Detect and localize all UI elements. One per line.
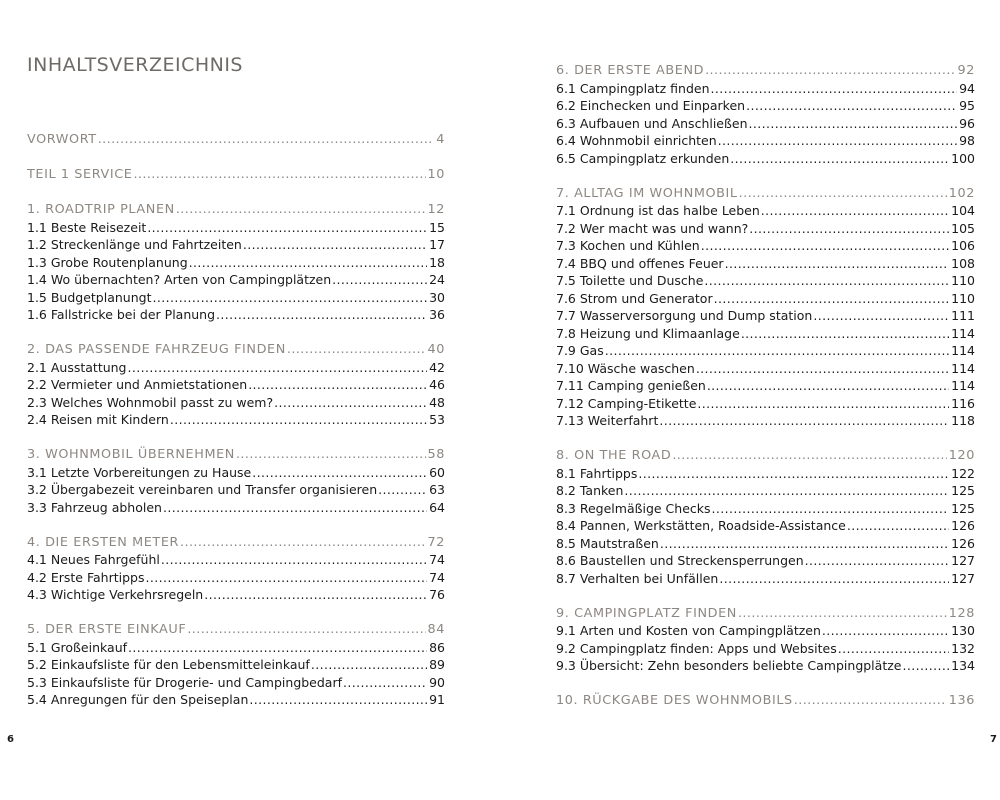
entry-title: 7.6 Strom und Generator	[556, 290, 713, 306]
entry-page-number: 127	[951, 553, 975, 568]
chapter-page-number: 128	[948, 605, 975, 621]
entry-title: 1.2 Streckenlänge und Fahrtzeiten	[27, 237, 242, 252]
entry-title: 4.1 Neues Fahrgefühl	[27, 552, 160, 567]
entry-title: 9.3 Übersicht: Zehn besonders beliebte Campingplätze	[556, 658, 902, 673]
entry-title: 9.1 Arten und Kosten von Campingplätzen	[556, 623, 821, 638]
entry-title: 8.4 Pannen, Werkstätten, Roadside-Assistance	[556, 518, 846, 533]
entry-page-number: 126	[951, 518, 975, 533]
toc-entry-row	[27, 376, 445, 394]
toc-right-column	[556, 62, 975, 727]
dot-leader	[696, 360, 949, 378]
toc-chapter-row	[27, 534, 445, 552]
entry-page-number: 98	[959, 133, 975, 148]
chapter-page-number: 58	[427, 447, 445, 462]
dot-leader	[332, 271, 427, 289]
dot-leader	[98, 131, 435, 149]
entry-page-number: 18	[429, 254, 445, 270]
entry-page-number: 42	[429, 359, 445, 375]
dot-leader	[624, 482, 949, 500]
dot-leader	[739, 185, 947, 203]
entry-title: 4.3 Wichtige Verkehrsregeln	[27, 587, 204, 602]
toc-entry-row	[556, 97, 975, 115]
toc-entry-row	[556, 307, 975, 325]
toc-entry-row	[556, 500, 975, 518]
toc-chapter-row	[27, 166, 445, 184]
dot-leader	[711, 80, 958, 98]
entry-title: 7.1 Ordnung ist das halbe Leben	[556, 203, 760, 218]
dot-leader	[701, 237, 949, 255]
entry-title: 8.2 Tanken	[556, 483, 624, 498]
entry-title: 1.6 Fallstricke bei der Planung	[27, 307, 216, 322]
entry-page-number: 48	[429, 394, 445, 410]
toc-section	[27, 201, 445, 324]
dot-leader	[170, 411, 427, 429]
dot-leader	[761, 202, 949, 220]
dot-leader	[714, 290, 950, 308]
entry-page-number: 110	[951, 290, 975, 306]
entry-title: 7.4 BBQ und offenes Feuer	[556, 255, 724, 271]
entry-page-number: 94	[959, 80, 975, 96]
entry-page-number: 100	[951, 150, 975, 166]
toc-entry-row	[556, 202, 975, 220]
toc-entry-row	[556, 80, 975, 98]
toc-chapter-row	[27, 621, 445, 639]
toc-entry-row	[27, 639, 445, 657]
dot-leader	[176, 201, 426, 219]
entry-title: 7.7 Wasserversorgung und Dump station	[556, 308, 813, 323]
chapter-page-number: 72	[427, 534, 445, 550]
entry-title: 9.2 Campingplatz finden: Apps und Websites	[556, 640, 837, 656]
entry-page-number: 90	[429, 674, 445, 690]
entry-page-number: 64	[429, 499, 445, 515]
toc-chapter-row	[27, 131, 445, 149]
entry-page-number: 53	[429, 412, 445, 427]
dot-leader	[189, 254, 427, 272]
entry-title: 1.3 Grobe Routenplanung	[27, 254, 188, 270]
entry-page-number: 76	[429, 587, 445, 602]
dot-leader	[672, 447, 946, 465]
entry-page-number: 105	[951, 220, 975, 236]
chapter-page-number: 136	[948, 693, 975, 708]
entry-page-number: 122	[951, 465, 975, 481]
toc-entry-row	[556, 622, 975, 640]
entry-page-number: 91	[429, 692, 445, 707]
toc-entry-row	[556, 517, 975, 535]
toc-entry-row	[556, 640, 975, 658]
dot-leader	[822, 622, 949, 640]
dot-leader	[236, 446, 426, 464]
entry-title: 7.9 Gas	[556, 343, 604, 358]
entry-title: 3.3 Fahrzeug abholen	[27, 499, 162, 515]
entry-page-number: 130	[951, 623, 975, 638]
entry-title: 6.2 Einchecken und Einparken	[556, 98, 746, 113]
toc-entry-row	[556, 255, 975, 273]
chapter-title: 5. DER ERSTE EINKAUF	[27, 622, 187, 637]
entry-page-number: 126	[951, 535, 975, 551]
toc-section	[556, 692, 975, 710]
dot-leader	[605, 342, 949, 360]
chapter-page-number: 120	[948, 448, 975, 463]
dot-leader	[147, 219, 427, 237]
toc-entry-row	[27, 586, 445, 604]
entry-page-number: 118	[951, 413, 975, 428]
entry-page-number: 110	[951, 273, 975, 288]
entry-page-number: 114	[951, 360, 975, 376]
entry-title: 7.11 Camping genießen	[556, 378, 706, 393]
dot-leader	[659, 412, 949, 430]
dot-leader	[813, 307, 949, 325]
entry-title: 7.8 Heizung und Klimaanlage	[556, 325, 740, 341]
toc-entry-row	[27, 569, 445, 587]
entry-page-number: 30	[429, 289, 445, 305]
toc-section	[556, 605, 975, 675]
page-number-left: 6	[7, 734, 14, 745]
entry-title: 3.2 Übergabezeit vereinbaren und Transfer organisieren	[27, 482, 378, 497]
entry-title: 2.1 Ausstattung	[27, 359, 127, 375]
toc-section	[27, 446, 445, 516]
page-number-right: 7	[990, 734, 997, 745]
dot-leader	[718, 132, 957, 150]
entry-page-number: 89	[429, 657, 445, 672]
entry-title: 8.5 Mautstraßen	[556, 535, 659, 551]
chapter-page-number: 92	[957, 63, 975, 78]
toc-entry-row	[556, 657, 975, 675]
entry-page-number: 104	[951, 203, 975, 218]
toc-entry-row	[556, 150, 975, 168]
dot-leader	[161, 551, 427, 569]
toc-entry-row	[556, 115, 975, 133]
entry-page-number: 116	[951, 395, 975, 411]
toc-section	[556, 185, 975, 430]
toc-entry-row	[556, 465, 975, 483]
entry-page-number: 60	[429, 464, 445, 480]
dot-leader	[311, 656, 427, 674]
dot-leader	[180, 534, 425, 552]
toc-entry-row	[27, 481, 445, 499]
chapter-title: TEIL 1 SERVICE	[27, 167, 133, 182]
toc-entry-row	[27, 394, 445, 412]
toc-section	[27, 534, 445, 604]
entry-title: 1.5 Budgetplanungt	[27, 289, 152, 305]
dot-leader	[274, 394, 427, 412]
toc-entry-row	[27, 551, 445, 569]
dot-leader	[243, 236, 427, 254]
chapter-page-number: 102	[948, 185, 975, 201]
entry-page-number: 108	[951, 255, 975, 271]
entry-page-number: 17	[429, 237, 445, 252]
dot-leader	[738, 605, 947, 623]
dot-leader	[704, 272, 949, 290]
toc-entry-row	[27, 271, 445, 289]
dot-leader	[343, 674, 427, 692]
dot-leader	[638, 465, 949, 483]
toc-section	[27, 131, 445, 149]
entry-page-number: 96	[959, 115, 975, 131]
entry-title: 7.5 Toilette und Dusche	[556, 273, 704, 288]
toc-entry-row	[27, 464, 445, 482]
dot-leader	[216, 306, 427, 324]
toc-chapter-row	[556, 447, 975, 465]
dot-leader	[152, 289, 427, 307]
chapter-page-number: 40	[427, 342, 445, 357]
entry-title: 2.4 Reisen mit Kindern	[27, 412, 169, 427]
dot-leader	[187, 621, 425, 639]
dot-leader	[805, 552, 949, 570]
toc-chapter-row	[27, 446, 445, 464]
entry-title: 7.3 Kochen und Kühlen	[556, 238, 700, 253]
toc-entry-row	[556, 412, 975, 430]
entry-page-number: 127	[951, 570, 975, 586]
entry-title: 5.4 Anregungen für den Speiseplan	[27, 692, 249, 707]
dot-leader	[730, 150, 949, 168]
dot-leader	[204, 586, 427, 604]
dot-leader	[660, 535, 949, 553]
toc-entry-row	[556, 325, 975, 343]
entry-title: 2.3 Welches Wohnmobil passt zu wem?	[27, 394, 274, 410]
toc-entry-row	[556, 570, 975, 588]
toc-entry-row	[556, 552, 975, 570]
chapter-title: 4. DIE ERSTEN METER	[27, 534, 180, 550]
toc-entry-row	[556, 535, 975, 553]
chapter-title: 7. ALLTAG IM WOHNMOBIL	[556, 185, 738, 201]
chapter-page-number: 84	[427, 622, 445, 637]
toc-section	[27, 341, 445, 429]
entry-page-number: 106	[951, 238, 975, 253]
chapter-title: 1. ROADTRIP PLANEN	[27, 202, 175, 217]
entry-title: 7.10 Wäsche waschen	[556, 360, 695, 376]
toc-chapter-row	[556, 605, 975, 623]
dot-leader	[847, 517, 949, 535]
entry-title: 7.12 Camping-Etikette	[556, 395, 697, 411]
entry-title: 1.1 Beste Reisezeit	[27, 219, 147, 235]
toc-chapter-row	[556, 62, 975, 80]
entry-title: 1.4 Wo übernachten? Arten von Campingplätzen	[27, 272, 332, 287]
entry-title: 7.13 Weiterfahrt	[556, 413, 659, 428]
dot-leader	[697, 395, 949, 413]
dot-leader	[146, 569, 428, 587]
chapter-page-number: 4	[436, 132, 445, 147]
chapter-title: 10. RÜCKGABE DES WOHNMOBILS	[556, 693, 793, 708]
toc-entry-row	[556, 377, 975, 395]
chapter-page-number: 10	[427, 167, 445, 182]
entry-title: 8.6 Baustellen und Streckensperrungen	[556, 553, 804, 568]
chapter-page-number: 12	[427, 202, 445, 217]
dot-leader	[719, 570, 949, 588]
dot-leader	[163, 499, 427, 517]
toc-entry-row	[27, 289, 445, 307]
dot-leader	[252, 464, 427, 482]
toc-entry-row	[556, 220, 975, 238]
dot-leader	[287, 341, 426, 359]
toc-entry-row	[27, 411, 445, 429]
entry-title: 6.1 Campingplatz finden	[556, 80, 710, 96]
entry-title: 4.2 Erste Fahrtipps	[27, 569, 145, 585]
entry-page-number: 125	[951, 500, 975, 516]
entry-page-number: 24	[429, 272, 445, 287]
entry-page-number: 74	[429, 569, 445, 585]
toc-entry-row	[27, 674, 445, 692]
dot-leader	[707, 377, 949, 395]
entry-title: 2.2 Vermieter und Anmietstationen	[27, 377, 248, 392]
entry-title: 8.1 Fahrtipps	[556, 465, 638, 481]
entry-page-number: 125	[951, 483, 975, 498]
toc-entry-row	[27, 499, 445, 517]
entry-page-number: 95	[959, 98, 975, 113]
toc-entry-row	[556, 237, 975, 255]
page-title: INHALTSVERZEICHNIS	[27, 54, 243, 76]
entry-page-number: 46	[429, 377, 445, 392]
entry-title: 3.1 Letzte Vorbereitungen zu Hause	[27, 464, 252, 480]
entry-title: 6.3 Aufbauen und Anschließen	[556, 115, 748, 131]
dot-leader	[705, 62, 955, 80]
dot-leader	[725, 255, 950, 273]
entry-page-number: 114	[951, 343, 975, 358]
toc-entry-row	[27, 254, 445, 272]
entry-title: 6.4 Wohnmobil einrichten	[556, 133, 717, 148]
entry-page-number: 132	[951, 640, 975, 656]
toc-entry-row	[556, 132, 975, 150]
entry-title: 5.1 Großeinkauf	[27, 639, 128, 655]
toc-section	[27, 166, 445, 184]
toc-entry-row	[556, 342, 975, 360]
toc-entry-row	[27, 306, 445, 324]
dot-leader	[248, 376, 427, 394]
toc-section	[556, 62, 975, 167]
toc-section	[556, 447, 975, 587]
entry-page-number: 86	[429, 639, 445, 655]
toc-chapter-row	[556, 185, 975, 203]
toc-entry-row	[27, 359, 445, 377]
toc-chapter-row	[27, 201, 445, 219]
toc-entry-row	[556, 290, 975, 308]
entry-title: 8.3 Regelmäßige Checks	[556, 500, 711, 516]
entry-page-number: 114	[951, 378, 975, 393]
toc-entry-row	[27, 691, 445, 709]
entry-page-number: 74	[429, 552, 445, 567]
toc-left-column	[27, 131, 445, 726]
dot-leader	[902, 657, 949, 675]
toc-entry-row	[556, 360, 975, 378]
dot-leader	[741, 325, 949, 343]
dot-leader	[838, 640, 949, 658]
entry-page-number: 63	[429, 482, 445, 497]
chapter-title: 3. WOHNMOBIL ÜBERNEHMEN	[27, 447, 235, 462]
entry-title: 6.5 Campingplatz erkunden	[556, 150, 730, 166]
entry-title: 8.7 Verhalten bei Unfällen	[556, 570, 719, 586]
entry-page-number: 15	[429, 219, 445, 235]
toc-entry-row	[27, 219, 445, 237]
chapter-title: 8. ON THE ROAD	[556, 448, 672, 463]
entry-title: 7.2 Wer macht was und wann?	[556, 220, 749, 236]
entry-title: 5.2 Einkaufsliste für den Lebensmitteleinkauf	[27, 657, 310, 672]
toc-entry-row	[27, 236, 445, 254]
toc-entry-row	[27, 656, 445, 674]
toc-section	[27, 621, 445, 709]
dot-leader	[249, 691, 427, 709]
dot-leader	[128, 359, 428, 377]
entry-page-number: 36	[429, 307, 445, 322]
toc-entry-row	[556, 272, 975, 290]
chapter-title: 6. DER ERSTE ABEND	[556, 63, 705, 78]
toc-chapter-row	[27, 341, 445, 359]
entry-page-number: 134	[951, 658, 975, 673]
chapter-title: VORWORT	[27, 132, 97, 147]
entry-title: 5.3 Einkaufsliste für Drogerie- und Campingbedarf	[27, 674, 343, 690]
toc-chapter-row	[556, 692, 975, 710]
dot-leader	[712, 500, 950, 518]
entry-page-number: 111	[951, 308, 975, 323]
dot-leader	[749, 115, 958, 133]
toc-entry-row	[556, 395, 975, 413]
dot-leader	[794, 692, 947, 710]
dot-leader	[133, 166, 425, 184]
chapter-title: 9. CAMPINGPLATZ FINDEN	[556, 605, 737, 621]
entry-page-number: 114	[951, 325, 975, 341]
chapter-title: 2. DAS PASSENDE FAHRZEUG FINDEN	[27, 342, 286, 357]
dot-leader	[378, 481, 427, 499]
dot-leader	[746, 97, 957, 115]
dot-leader	[128, 639, 427, 657]
dot-leader	[749, 220, 949, 238]
toc-entry-row	[556, 482, 975, 500]
